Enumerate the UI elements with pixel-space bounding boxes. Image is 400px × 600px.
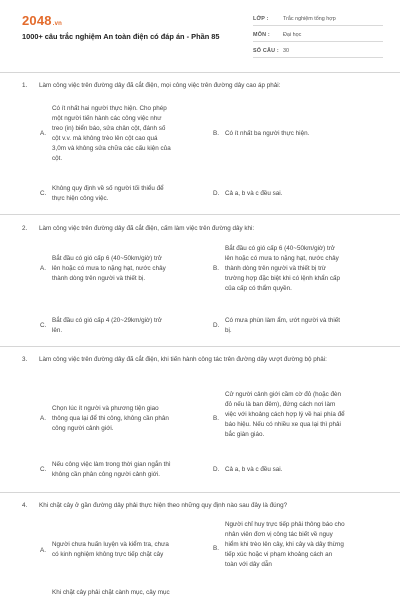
info-key: MÔN : [253, 32, 270, 38]
info-value: 30 [283, 48, 289, 54]
header-divider [0, 72, 400, 73]
option-a[interactable]: A. Bắt đầu có gió cấp 6 (40~50km/giờ) trở lên hoặc có mưa to nặng hạt, nước chảy thành dòng trên người và thiết bị. [40, 255, 166, 282]
option-d[interactable]: D. Cả a, b và c đều sai. [213, 190, 283, 197]
option-text: Cử người cảnh giới cầm cờ đỏ (hoặc đèn đỏ nếu là ban đêm), đứng cách nơi làm việc với khoảng cách hợp lý về hai phía để báo hiệu. Nếu có nhiều xe qua lại thì phải bắc giàn giáo. [225, 391, 345, 438]
option-b[interactable]: B. Cử người cảnh giới cầm cờ đỏ (hoặc đèn đỏ nếu là ban đêm), đứng cách nơi làm việc với khoảng cách hợp lý về hai phía để báo hiệu. Nếu có nhiều xe qua lại thì phải bắc giàn giáo. [213, 391, 345, 438]
option-text: Chọn lúc ít người và phương tiện giao thông qua lại để thi công, không cần phân công người cảnh giới. [52, 405, 169, 432]
option-c[interactable]: C. Bắt đầu có gió cấp 4 (20~29km/giờ) trở lên. [40, 317, 162, 334]
question-text: Khi chặt cây ở gần đường dây phải thực hiện theo những quy định nào sau đây là đúng? [39, 502, 288, 509]
option-c[interactable] [40, 588, 210, 600]
document-header [0, 0, 400, 64]
question-number: 1. [22, 82, 28, 89]
question-divider [0, 346, 400, 347]
option-d[interactable]: D. Có mưa phùn làm ẩm, ướt người và thiết bị. [213, 317, 341, 334]
info-value: Trắc nghiệm tổng hợp [283, 16, 336, 22]
option-b[interactable]: B. Có ít nhất ba người thực hiện. [213, 130, 310, 137]
option-c[interactable]: C. Không quy định về số người tối thiểu để thực hiện công việc. [40, 185, 164, 202]
question-divider [0, 492, 400, 493]
option-text: Cả a, b và c đều sai. [225, 466, 283, 473]
option-text: Có ít nhất hai người thực hiện. Cho phép một người tiến hành các công việc như treo (in) biển báo, sửa chân cột, đánh số cột v.v. mà không trèo lên cột cao quá 3,0m và không sửa chữa các cấu kiện của cột. [52, 105, 171, 162]
info-row-count [253, 44, 383, 58]
option-b[interactable]: B. Người chỉ huy trực tiếp phải thông báo cho nhân viên đơn vị công tác biết về nguy hiểm khi trèo lên cây, khi cây và dây thừng tiếp xúc hoặc vi phạm khoảng cách an toàn với dây dẫn [213, 521, 345, 568]
info-row-class [253, 12, 383, 26]
option-c[interactable]: C. Nếu công việc làm trong thời gian ngắn thì không cần phân công người cảnh giới. [40, 461, 171, 478]
option-text: Không quy định về số người tối thiểu để thực hiện công việc. [52, 185, 164, 202]
question-text: Làm công việc trên đường dây đã cắt điện, mọi công việc trên đường dây cao áp phải: [39, 82, 281, 89]
info-row-subject [253, 28, 383, 42]
option-text: Bắt đầu có gió cấp 6 (40~50km/giờ) trở lên hoặc có mưa to nặng hạt, nước chảy thành dòng trên người và thiết bị. [52, 255, 166, 282]
option-text: Bắt đầu có gió cấp 6 (40~50km/giờ) trở lên hoặc có mưa to nặng hạt, nước chảy thành dòng trên người và thiết bị trừ trường hợp đặc biệt khi có lệnh khẩn cấp của cấp có thẩm quyền. [225, 245, 341, 292]
option-d[interactable]: D. Cả a, b và c đều sai. [213, 466, 283, 473]
logo-text: 2048 [22, 13, 52, 28]
page-title: 1000+ câu trắc nghiệm An toàn điện có đáp án - Phần 85 [22, 32, 220, 41]
info-value: Đại học [283, 32, 302, 38]
question-number: 4. [22, 502, 28, 509]
option-text: Người chỉ huy trực tiếp phải thông báo cho nhân viên đơn vị công tác biết về nguy hiểm khi trèo lên cây, khi cây và dây thừng tiếp xúc hoặc vi phạm khoảng cách an toàn với dây dẫn [225, 521, 345, 568]
logo-suffix: .vn [52, 21, 63, 27]
question-text: Làm công việc trên đường dây đã cắt điện, cấm làm việc trên đường dây khi: [39, 225, 255, 232]
option-a[interactable]: A. Người chưa huấn luyện và kiểm tra, chưa có kinh nghiệm không trực tiếp chặt cây [40, 541, 169, 558]
option-text: Có ít nhất ba người thực hiện. [225, 130, 310, 137]
question-divider [0, 214, 400, 215]
option-a[interactable]: A. Có ít nhất hai người thực hiện. Cho phép một người tiến hành các công việc như treo (in) biển báo, sửa chân cột, đánh số cột v.v. mà không trèo lên cột cao quá 3,0m và không sửa chữa các cấu kiện của cột. [40, 105, 171, 162]
option-text: Khi chặt cây phải chặt cành mục, cây mục [52, 589, 170, 596]
option-text: Cả a, b và c đều sai. [225, 190, 283, 197]
question-number: 2. [22, 225, 28, 232]
question-number: 3. [22, 356, 28, 363]
option-a[interactable]: A. Chọn lúc ít người và phương tiện giao thông qua lại để thi công, không cần phân công người cảnh giới. [40, 405, 169, 432]
option-text: Có mưa phùn làm ẩm, ướt người và thiết bị. [225, 317, 341, 334]
question-text: Làm công việc trên đường dây đã cắt điện, khi tiến hành công tác trên đường dây vượt đường bộ phải: [39, 356, 327, 363]
option-b[interactable]: B. Bắt đầu có gió cấp 6 (40~50km/giờ) trở lên hoặc có mưa to nặng hạt, nước chảy thành dòng trên người và thiết bị trừ trường hợp đặc biệt khi có lệnh khẩn cấp của cấp có thẩm quyền. [213, 245, 341, 292]
option-text: Người chưa huấn luyện và kiểm tra, chưa có kinh nghiệm không trực tiếp chặt cây [52, 541, 169, 558]
option-text: Bắt đầu có gió cấp 4 (20~29km/giờ) trở lên. [52, 317, 162, 334]
info-key: SỐ CÂU : [253, 48, 279, 54]
site-logo[interactable] [22, 13, 62, 28]
info-key: LỚP : [253, 16, 269, 22]
option-text: Nếu công việc làm trong thời gian ngắn thì không cần phân công người cảnh giới. [52, 461, 171, 478]
